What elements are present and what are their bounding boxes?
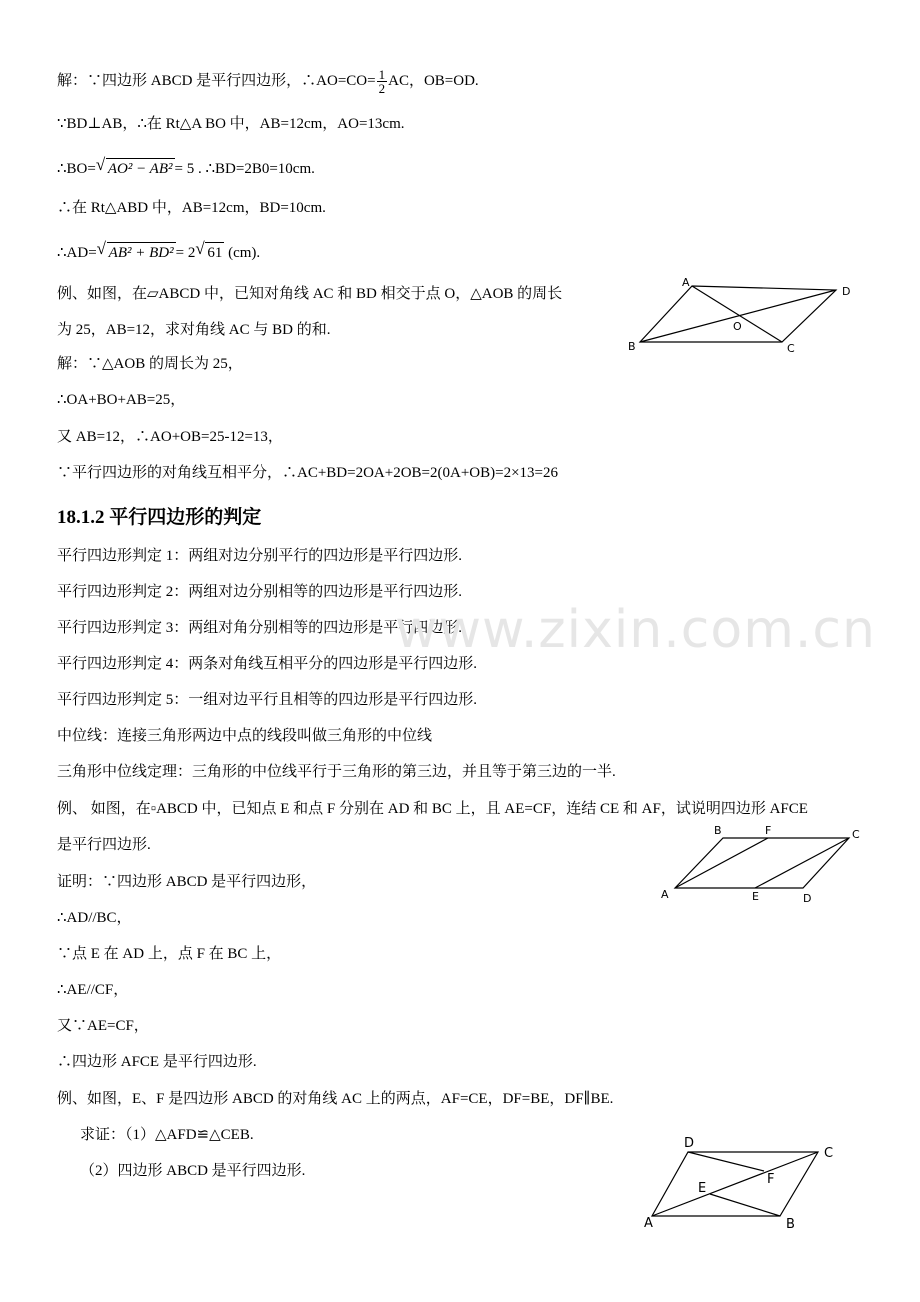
rule-5: 平行四边形判定 5：一组对边平行且相等的四边形是平行四边形. — [57, 692, 478, 708]
label-e: E — [698, 1181, 707, 1196]
example1-line4: ∴OA+BO+AB=25， — [57, 392, 186, 408]
label-c: C — [852, 828, 860, 841]
label-b: B — [786, 1217, 795, 1230]
example1-line2: 为 25，AB=12，求对角线 AC 与 BD 的和. — [57, 322, 331, 338]
rule-1: 平行四边形判定 1：两组对边分别平行的四边形是平行四边形. — [57, 548, 463, 564]
proof-line-3: ∵点 E 在 AD 上，点 F 在 BC 上， — [57, 946, 282, 962]
label-a: A — [661, 888, 669, 901]
label-b: B — [628, 340, 636, 353]
solution1-line4: ∴在 Rt△ABD 中，AB=12cm，BD=10cm. — [57, 200, 326, 216]
solution1-line2: ∵BD⊥AB，∴在 Rt△A BO 中，AB=12cm，AO=13cm. — [57, 116, 405, 132]
rule-2: 平行四边形判定 2：两组对边分别相等的四边形是平行四边形. — [57, 584, 463, 600]
diagonal-ac — [652, 1152, 818, 1216]
midline-definition: 中位线：连接三角形两边中点的线段叫做三角形的中位线 — [57, 728, 433, 744]
label-a: A — [644, 1216, 653, 1230]
rule-3: 平行四边形判定 3：两组对角分别相等的四边形是平行四边形. — [57, 620, 463, 636]
sqrt-61: √ 61 — [195, 239, 223, 261]
label-a: A — [682, 276, 690, 289]
example2-line1: 例、 如图，在▫ABCD 中，已知点 E 和点 F 分别在 AD 和 BC 上，且 AE=CF，连结 CE 和 AF，试说明四边形 AFCE — [57, 801, 808, 817]
example1-line6: ∵平行四边形的对角线互相平分，∴AC+BD=2OA+2OB=2(0A+OB)=2×13=26 — [57, 465, 559, 481]
label-d: D — [842, 285, 851, 298]
proof-line-4: ∴AE//CF， — [57, 982, 129, 998]
segment-af — [675, 838, 768, 888]
label-d: D — [684, 1136, 695, 1151]
parallelogram-outline — [675, 838, 849, 888]
solution1-line3: ∴BO= √ AO² − AB² = 5 . ∴BD=2B0=10cm. — [57, 155, 315, 177]
figure-parallelogram-aob — [620, 272, 860, 362]
diagonal-ac — [692, 286, 782, 342]
label-e: E — [752, 890, 759, 903]
midline-theorem: 三角形中位线定理：三角形的中位线平行于三角形的第三边，并且等于第三边的一半. — [57, 764, 616, 780]
example3-line2: 求证：（1）△AFD≌△CEB. — [80, 1127, 254, 1143]
proof-line-6: ∴四边形 AFCE 是平行四边形. — [57, 1054, 257, 1070]
fraction-one-half: $\frac{1}{2}$ — [378, 67, 386, 96]
example2-line2: 是平行四边形. — [57, 837, 151, 853]
segment-be — [710, 1194, 780, 1216]
proof-line-5: 又∵AE=CF， — [57, 1018, 149, 1034]
segment-df — [688, 1152, 764, 1171]
label-f: F — [765, 824, 772, 837]
figure-quadrilateral-abcd — [640, 1130, 850, 1230]
solution1-line5: ∴AD= √ AB² + BD² = 2 √ 61 (cm). — [57, 239, 261, 261]
example1-line3: 解：∵△AOB 的周长为 25， — [57, 356, 243, 372]
diagonal-bd — [640, 290, 836, 342]
label-c: C — [824, 1146, 834, 1161]
label-f: F — [767, 1172, 775, 1187]
rule-4: 平行四边形判定 4：两条对角线互相平分的四边形是平行四边形. — [57, 656, 478, 672]
figure-parallelogram-afce — [655, 822, 865, 908]
label-c: C — [787, 342, 795, 355]
segment-ce — [755, 838, 849, 888]
proof-line-1: 证明：∵四边形 ABCD 是平行四边形， — [57, 874, 317, 890]
solution1-line1: 解：∵四边形 ABCD 是平行四边形，∴AO=CO= $\frac{1}{2}$ AC，OB=OD. — [57, 67, 479, 96]
label-b: B — [714, 824, 722, 837]
label-d: D — [803, 892, 812, 905]
example1-line1: 例、如图，在▱ABCD 中，已知对角线 AC 和 BD 相交于点 O，△AOB 的周长 — [57, 286, 563, 302]
example3-line1: 例、如图，E、F 是四边形 ABCD 的对角线 AC 上的两点，AF=CE，DF=BE，DF∥BE. — [57, 1091, 614, 1107]
example1-line5: 又 AB=12，∴AO+OB=25-12=13， — [57, 429, 283, 445]
label-o: O — [733, 320, 742, 333]
example3-line3: （2）四边形 ABCD 是平行四边形. — [80, 1163, 306, 1179]
sqrt-expression: √ AO² − AB² — [95, 155, 173, 177]
sqrt-expression: √ AB² + BD² — [96, 239, 174, 261]
section-heading: 18.1.2 平行四边形的判定 — [57, 507, 262, 528]
watermark: www.zixin.com.cn — [395, 600, 876, 660]
proof-line-2: ∴AD//BC， — [57, 910, 132, 926]
